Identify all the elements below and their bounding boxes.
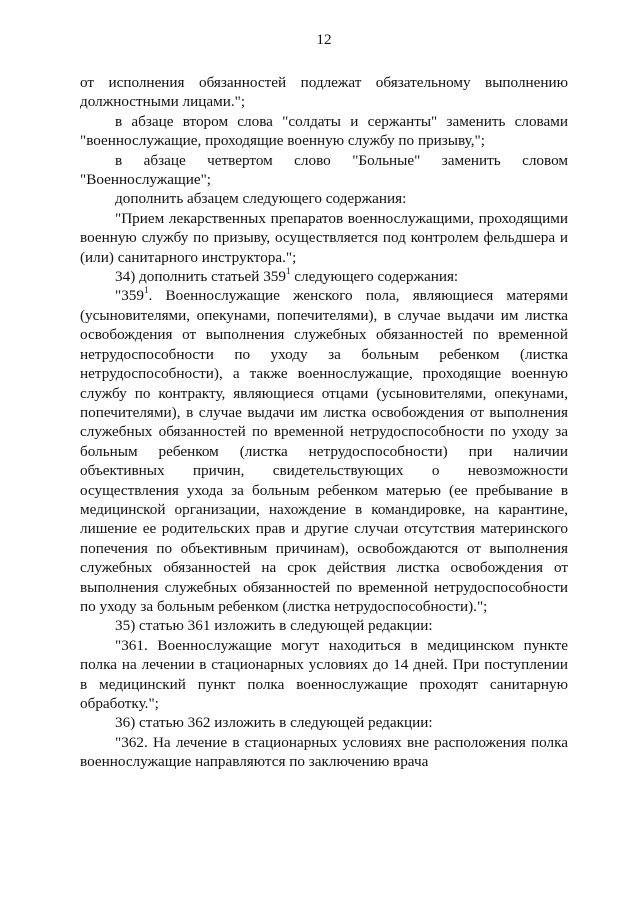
paragraph: "362. На лечение в стационарных условиях вне расположения полка военнослужащие направляются по заключению врача (80, 733, 568, 771)
paragraph: "361. Военнослужащие могут находиться в медицинском пункте полка на лечении в стационарных условиях до 14 дней. При поступлении в медицинский пункт полка военнослужащие проходят санитарную обработку."; (80, 636, 568, 712)
paragraph-text: . Военнослужащие женского пола, являющиеся матерями (усыновителями, опекунами, попечителями), в случае выдачи им листка освобождения от выполнения служебных обязанностей по временной нетрудоспособности по уходу за больным ребенком (листка нетрудоспособности), а также военнослужащие, проходящие военную службу по контракту, являющиеся отцами (усыновителями, опекунами, попечителями), в случае выдачи им листка освобождения от выполнения служебных обязанностей по временной нетрудоспособности по уходу за больным ребенком (листка нетрудоспособности) при наличии объективных причин, свидетельствующих о невозможности осуществления ухода за больным ребенком матерью (ее пребывание в медицинской организации, нахождение в командировке, на карантине, лишение ее родительских прав и другие случаи отсутствия материнского попечения по объективным причинам), освобождаются от выполнения служебных обязанностей на срок действия листка освобождения от выполнения служебных обязанностей по временной нетрудоспособности по уходу за больным ребенком (листка нетрудоспособности)."; (80, 287, 568, 615)
paragraph: в абзаце втором слова "солдаты и сержанты" заменить словами "военнослужащие, проходящие военную службу по призыву,"; (80, 112, 568, 150)
superscript: 1 (143, 285, 149, 296)
paragraph-text: 34) дополнить статьей 359 (115, 268, 286, 286)
superscript: 1 (286, 266, 291, 276)
paragraph: 36) статью 362 изложить в следующей редакции: (115, 714, 433, 732)
paragraph: в абзаце четвертом слово "Больные" заменить словом "Военнослужащие"; (80, 151, 568, 189)
paragraph-text: "359 (115, 287, 144, 305)
paragraph-text: следующего содержания: (290, 268, 459, 286)
page-number: 12 (316, 31, 332, 48)
paragraph: дополнить абзацем следующего содержания: (115, 190, 407, 208)
paragraph: 35) статью 361 изложить в следующей редакции: (115, 617, 433, 635)
paragraph (80, 286, 568, 616)
paragraph (80, 267, 568, 286)
paragraph: от исполнения обязанностей подлежат обязательному выполнению должностными лицами."; (80, 74, 568, 111)
document-page (80, 30, 568, 772)
paragraph: "Прием лекарственных препаратов военнослужащими, проходящими военную службу по призыву, осуществляется под контролем фельдшера и (или) санитарного инструктора."; (80, 209, 568, 266)
